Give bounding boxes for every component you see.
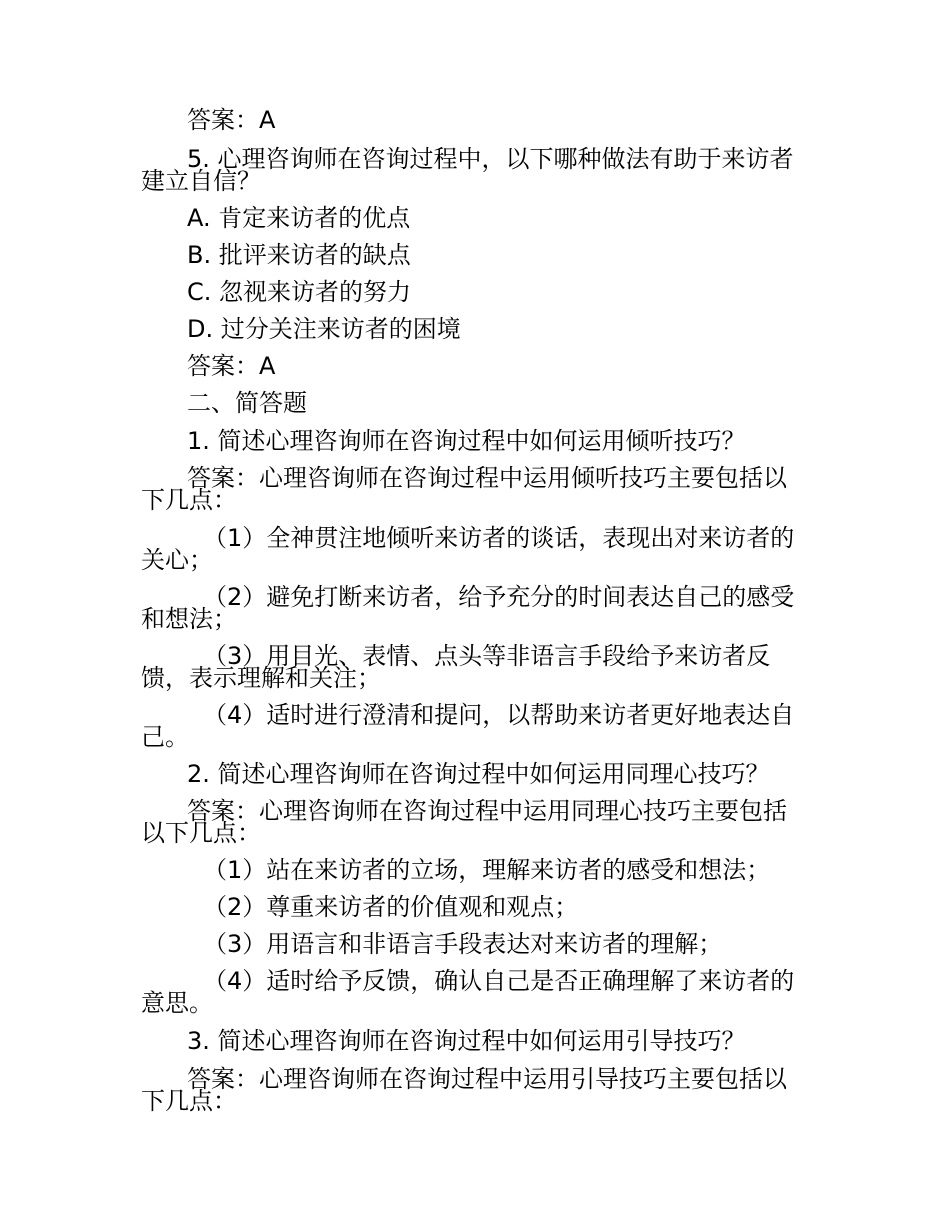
s2-point-1: （1）站在来访者的立场，理解来访者的感受和想法； [203, 856, 771, 884]
q5-option-a: A. 肯定来访者的优点 [187, 204, 411, 232]
section-title: 二、简答题 [187, 389, 307, 417]
s2-point-3: （3）用语言和非语言手段表达对来访者的理解； [203, 930, 723, 958]
s1-point-4-line2: 己。 [141, 723, 189, 751]
q5-question-line1: 5. 心理咨询师在咨询过程中，以下哪种做法有助于来访者 [187, 145, 794, 173]
s1-point-2-line2: 和想法； [141, 605, 237, 633]
s1-point-3-line2: 馈，表示理解和关注； [141, 664, 381, 692]
s3-answer-line2: 下几点： [141, 1087, 237, 1115]
s2-point-2: （2）尊重来访者的价值观和观点； [203, 893, 579, 921]
s1-question: 1. 简述心理咨询师在咨询过程中如何运用倾听技巧？ [187, 427, 746, 455]
s1-point-3-line1: （3）用目光、表情、点头等非语言手段给予来访者反 [203, 642, 771, 670]
q5-option-b: B. 批评来访者的缺点 [187, 241, 411, 269]
q5-question-line2: 建立自信？ [141, 167, 261, 195]
q4-answer: 答案：A [187, 106, 276, 134]
s3-question: 3. 简述心理咨询师在咨询过程中如何运用引导技巧？ [187, 1027, 746, 1055]
s2-question: 2. 简述心理咨询师在咨询过程中如何运用同理心技巧？ [187, 760, 770, 788]
s1-point-1-line1: （1）全神贯注地倾听来访者的谈话，表现出对来访者的 [203, 524, 795, 552]
q5-option-c: C. 忽视来访者的努力 [187, 278, 412, 306]
s3-answer-line1: 答案：心理咨询师在咨询过程中运用引导技巧主要包括以 [187, 1065, 787, 1093]
s2-answer-line1: 答案：心理咨询师在咨询过程中运用同理心技巧主要包括 [187, 797, 787, 825]
s2-point-4-line1: （4）适时给予反馈，确认自己是否正确理解了来访者的 [203, 967, 795, 995]
s1-point-1-line2: 关心； [141, 546, 213, 574]
s1-answer-line1: 答案：心理咨询师在咨询过程中运用倾听技巧主要包括以 [187, 464, 787, 492]
s1-point-2-line1: （2）避免打断来访者，给予充分的时间表达自己的感受 [203, 583, 795, 611]
s1-answer-line2: 下几点： [141, 486, 237, 514]
q5-answer: 答案：A [187, 352, 276, 380]
s2-answer-line2: 以下几点： [141, 819, 261, 847]
q5-option-d: D. 过分关注来访者的困境 [187, 315, 461, 343]
s2-point-4-line2: 意思。 [141, 989, 213, 1017]
s1-point-4-line1: （4）适时进行澄清和提问，以帮助来访者更好地表达自 [203, 701, 795, 729]
